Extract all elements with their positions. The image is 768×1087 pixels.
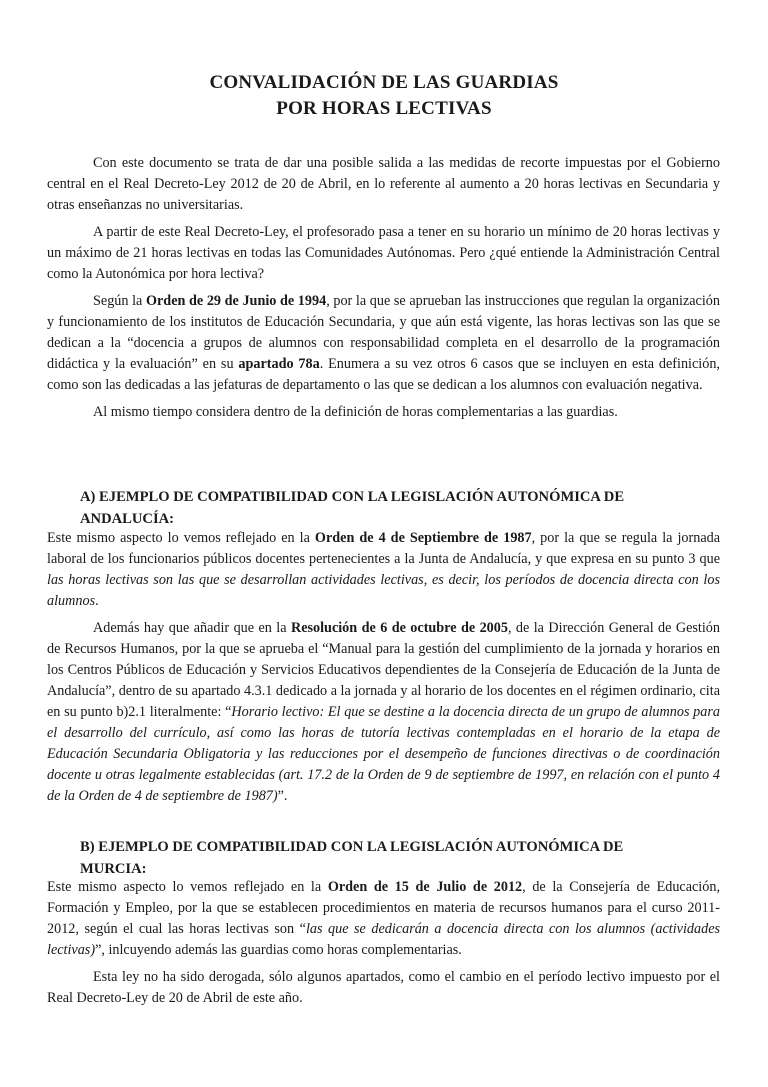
italic-quote: las que se dedicarán a docencia directa con los alumnos (actividades lectivas) xyxy=(47,921,721,958)
section-a-heading-line-1: A) EJEMPLO DE COMPATIBILIDAD CON LA LEGISLACIÓN AUTONÓMICA DE xyxy=(80,489,625,505)
section-b-paragraph-1 xyxy=(47,877,720,961)
bold-reference: apartado 78a xyxy=(238,356,320,372)
document-title-line-1: CONVALIDACIÓN DE LAS GUARDIAS xyxy=(209,72,559,93)
text-run: , de la Dirección General de Gestión de Recursos Humanos, por la que se aprueba el “Manual para la gestión del cumplimiento de la jornada y horarios en los Centros Públicos de Educación y Servicios Educativos dependientes de la Consejería de Educación de la Junta de Andalucía”, dentro de su apartado 4.3.1 dedicado a la jornada y al horario de los docentes en el régimen ordinario, cita en su punto b)2.1 literalmente: “ xyxy=(47,620,720,720)
section-b-paragraph-2: Esta ley no ha sido derogada, sólo algunos apartados, como el cambio en el período lectivo impuesto por el Real Decreto-Ley de 20 de Abril de este año. xyxy=(47,969,720,1006)
text-run: Este mismo aspecto lo vemos reflejado en la xyxy=(47,879,328,895)
intro-section xyxy=(47,153,720,423)
italic-quote: las horas lectivas son las que se desarrollan actividades lectivas, es decir, los períodos de docencia directa con los alumnos xyxy=(47,572,720,609)
section-b-heading-line-1: B) EJEMPLO DE COMPATIBILIDAD CON LA LEGISLACIÓN AUTONÓMICA DE xyxy=(80,839,624,855)
bold-reference: Orden de 29 de Junio de 1994 xyxy=(145,293,327,309)
section-b-heading xyxy=(80,836,700,880)
text-run: ”. xyxy=(277,788,288,804)
intro-paragraph-3 xyxy=(47,291,720,396)
text-run: ”, inlcuyendo además las guardias como horas complementarias. xyxy=(95,942,462,958)
section-a-heading xyxy=(80,486,700,530)
section-b-body xyxy=(47,877,720,1009)
bold-reference: Orden de 4 de Septiembre de 1987 xyxy=(314,530,532,546)
bold-reference: Orden de 15 de Julio de 2012 xyxy=(327,879,523,895)
text-run: Además hay que añadir que en la xyxy=(93,620,291,636)
text-run: , de la Consejería de Educación, Formación y Empleo, por la que se establecen procedimientos en materia de recursos humanos para el curso 2011-2012, según el cual las horas lectivas son “ xyxy=(47,879,720,937)
text-run: . xyxy=(95,593,99,609)
intro-paragraph-1: Con este documento se trata de dar una posible salida a las medidas de recorte impuestas por el Gobierno central en el Real Decreto-Ley 2012 de 20 de Abril, en lo referente al aumento a 20 horas lectivas en Secundaria y otras enseñanzas no universitarias. xyxy=(47,155,720,213)
bold-reference: Resolución de 6 de octubre de 2005 xyxy=(290,620,508,636)
document-title-line-2: POR HORAS LECTIVAS xyxy=(276,98,492,119)
intro-paragraph-2: A partir de este Real Decreto-Ley, el profesorado pasa a tener en su horario un mínimo de 20 horas lectivas y un máximo de 21 horas lectivas en todas las Comunidades Autónomas. Pero ¿qué entiende la Administración Central como la Autonómica por hora lectiva? xyxy=(47,224,720,282)
text-run: , por la que se regula la jornada laboral de los funcionarios públicos docentes pertenecientes a la Junta de Andalucía, y que expresa en su punto 3 que xyxy=(47,530,721,567)
section-a-body xyxy=(47,528,720,807)
text-run: Este mismo aspecto lo vemos reflejado en la xyxy=(47,530,315,546)
section-a-heading-line-2: ANDALUCÍA: xyxy=(80,511,175,527)
section-b-heading-line-2: MURCIA: xyxy=(80,861,147,877)
text-run: Según la xyxy=(93,293,146,309)
intro-paragraph-4: Al mismo tiempo considera dentro de la definición de horas complementarias a las guardias. xyxy=(93,404,618,420)
section-a-paragraph-2 xyxy=(47,618,720,807)
text-run: , por la que se aprueban las instrucciones que regulan la organización y funcionamiento de los institutos de Educación Secundaria, y que aún está vigente, las horas lectivas son las que se dedican a la “docencia a grupos de alumnos con responsabilidad completa en el desarrollo de la programación didáctica y la evaluación” en su xyxy=(47,293,720,372)
section-a-paragraph-1 xyxy=(47,528,720,612)
text-run: . Enumera a su vez otros 6 casos que se incluyen en esta definición, como son las dedicadas a las jefaturas de departamento o las que se dedican a los alumnos con evaluación negativa. xyxy=(47,356,720,393)
italic-quote: Horario lectivo: El que se destine a la docencia directa de un grupo de alumnos para el desarrollo del currículo, así como las horas de tutoría lectivas contempladas en el horario de la etapa de Educación Secundaria Obligatoria y las reducciones por el desempeño de funciones directivas o de coordinación docente u otras legalmente establecidas (art. 17.2 de la Orden de 9 de septiembre de 1997, en relación con el punto 4 de la Orden de 4 de septiembre de 1987) xyxy=(47,704,720,804)
